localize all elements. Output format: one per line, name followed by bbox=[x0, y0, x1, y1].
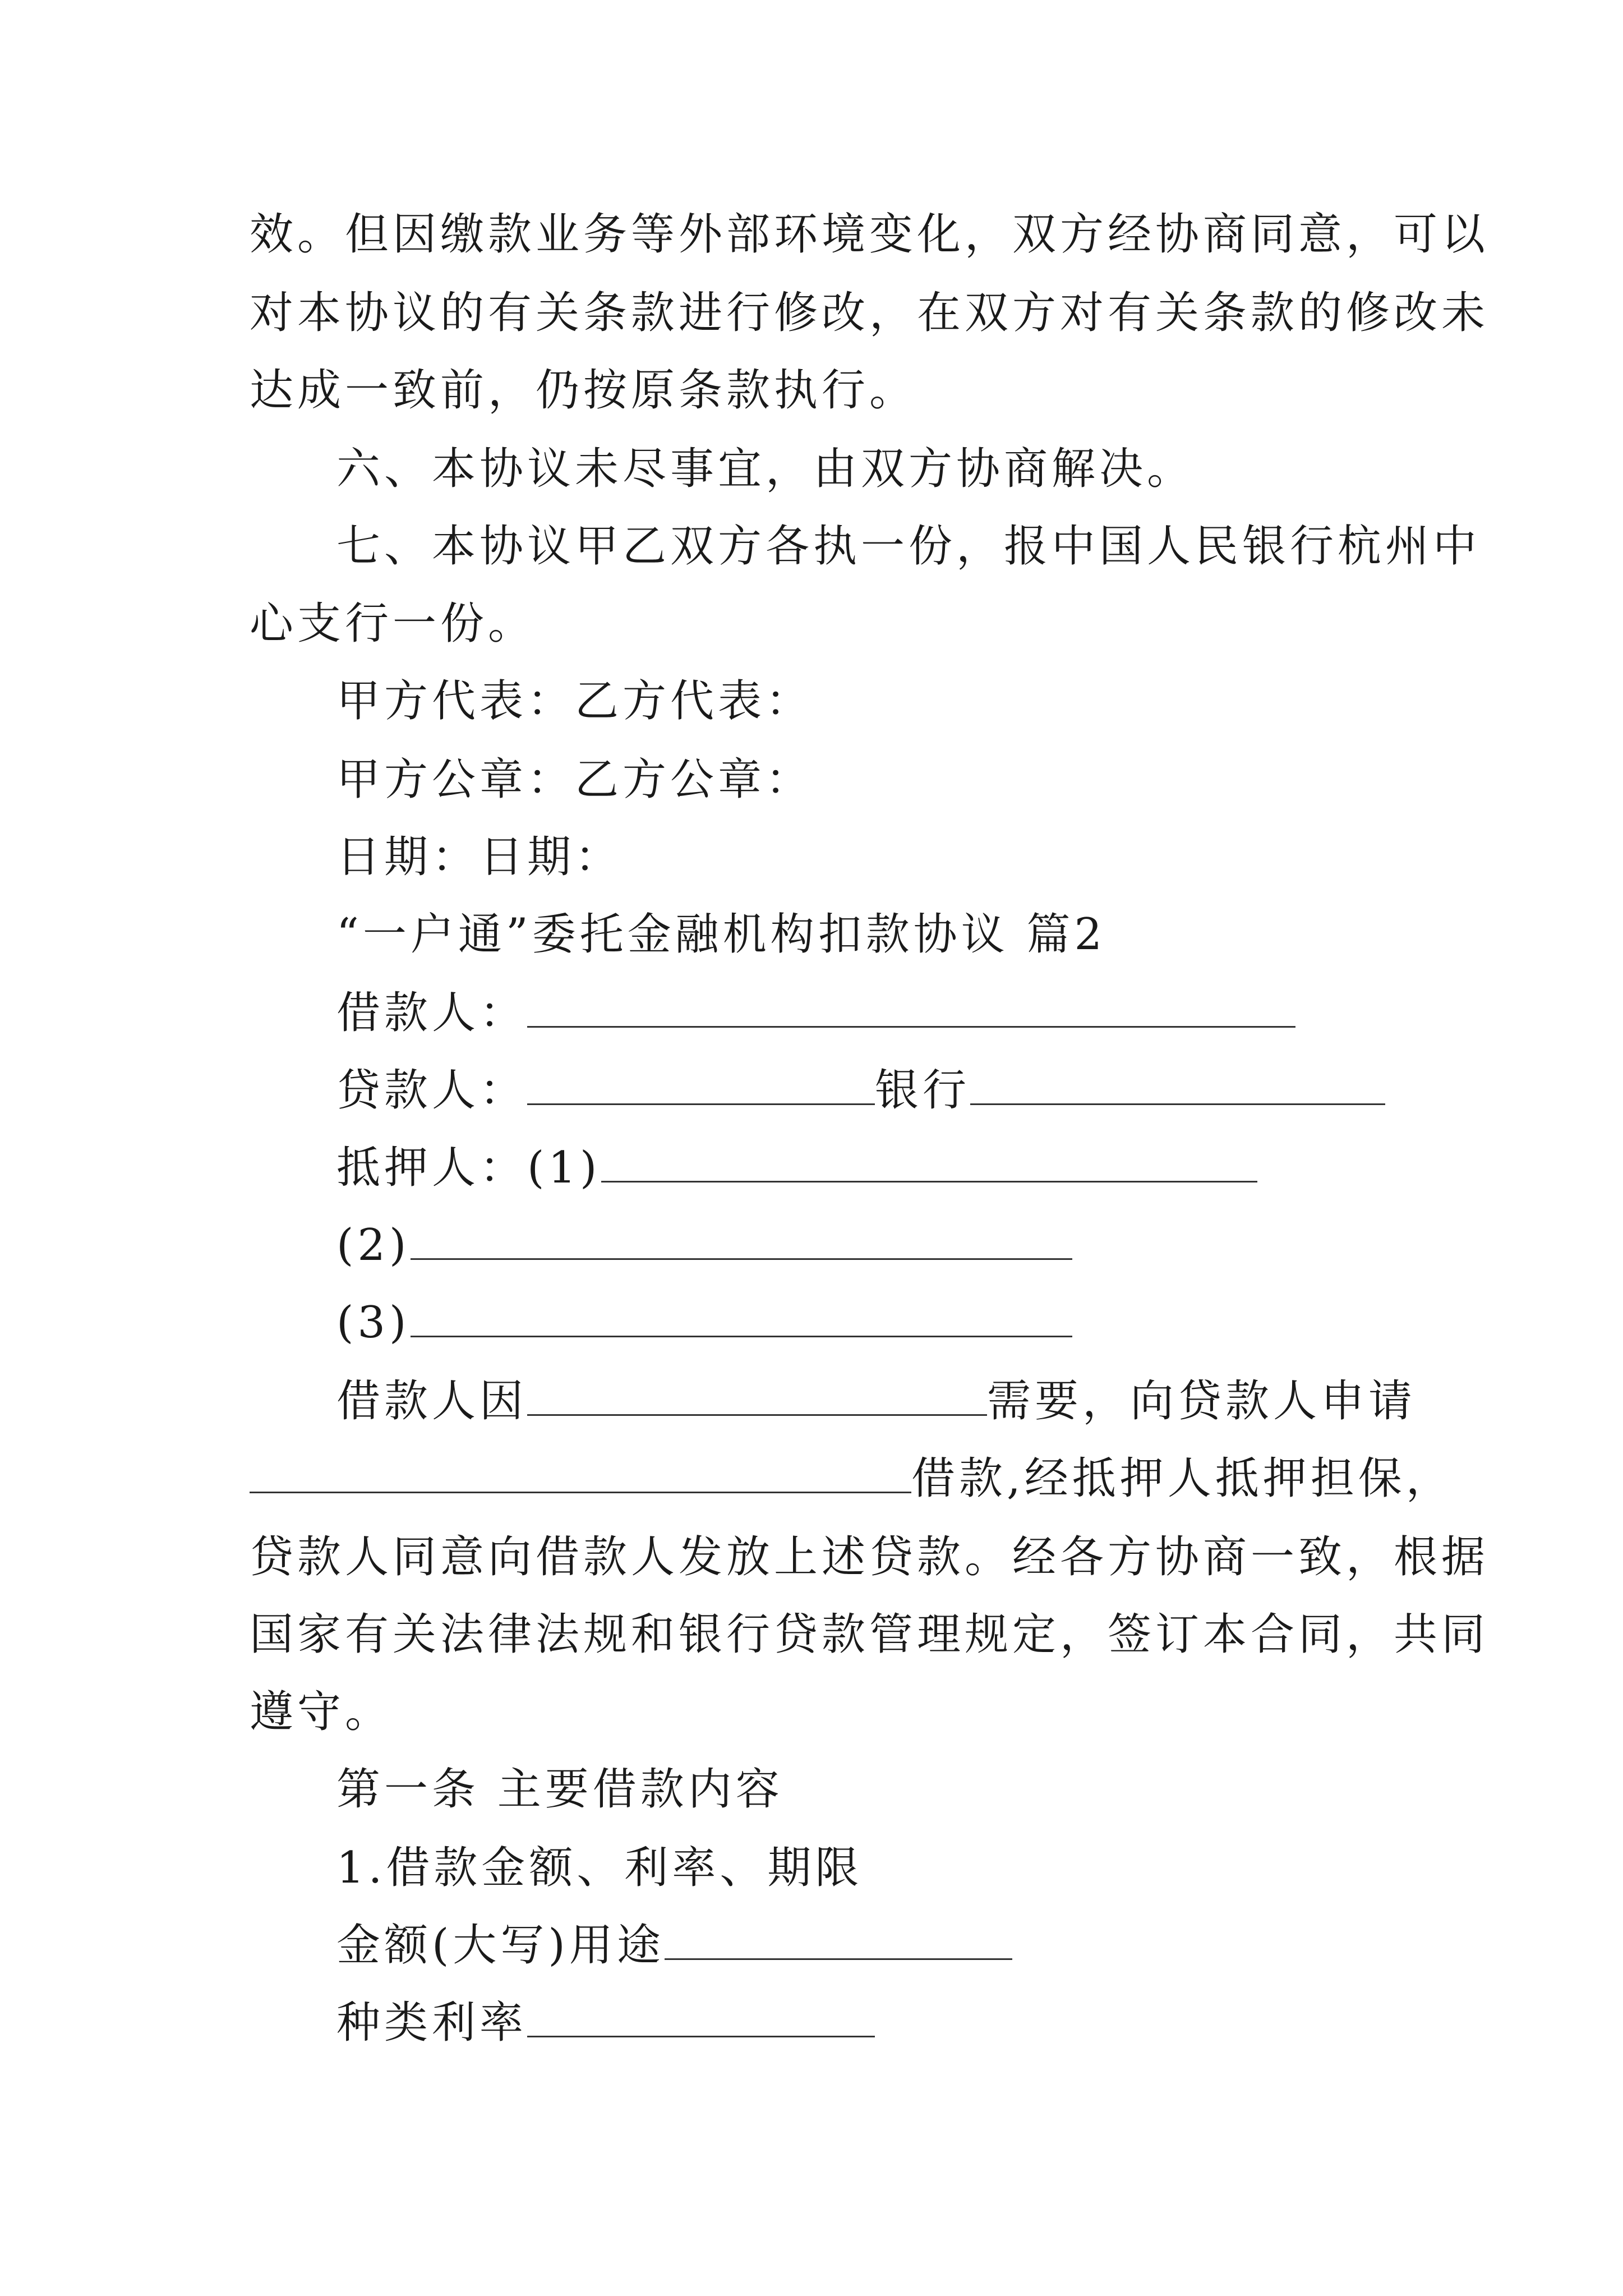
loan-purpose-start: 借款人因 bbox=[336, 1376, 528, 1427]
loan-amount-end: 借款,经抵押人抵押担保， bbox=[911, 1453, 1454, 1504]
mortgagor-2-label: (2) bbox=[336, 1220, 411, 1271]
paragraph-line: 遵守。 bbox=[250, 1687, 393, 1737]
loan-purpose-line bbox=[336, 1373, 1416, 1429]
bank-blank[interactable] bbox=[970, 1064, 1385, 1105]
mortgagor-line-3 bbox=[336, 1295, 1072, 1351]
borrower-blank[interactable] bbox=[527, 987, 1295, 1028]
loan-purpose-mid: 需要，向贷款人申请 bbox=[987, 1376, 1417, 1427]
lender-blank[interactable] bbox=[527, 1064, 875, 1105]
type-rate-line bbox=[336, 1995, 875, 2051]
mortgagor-3-label: (3) bbox=[336, 1297, 411, 1348]
paragraph-line: 效。但因缴款业务等外部环境变化，双方经协商同意，可以 bbox=[250, 209, 1490, 260]
loan-amount-line bbox=[250, 1451, 1454, 1507]
clause-six: 六、本协议未尽事宜，由双方协商解决。 bbox=[336, 444, 1195, 494]
clause-seven-line: 心支行一份。 bbox=[250, 599, 536, 649]
mortgagor-line bbox=[336, 1140, 1257, 1196]
mortgagor-blank-2[interactable] bbox=[411, 1219, 1072, 1260]
loan-amount-blank[interactable] bbox=[250, 1452, 911, 1493]
lender-line bbox=[336, 1062, 1385, 1119]
paragraph-line: 贷款人同意向借款人发放上述贷款。经各方协商一致，根据 bbox=[250, 1532, 1490, 1582]
signature-representatives: 甲方代表：乙方代表： bbox=[336, 676, 814, 726]
article-heading: 第一条 主要借款内容 bbox=[336, 1764, 783, 1815]
lender-label: 贷款人： bbox=[336, 1065, 528, 1116]
clause-heading: 1.借款金额、利率、期限 bbox=[336, 1843, 863, 1893]
signature-seals: 甲方公章：乙方公章： bbox=[336, 754, 814, 805]
type-rate-label: 种类利率 bbox=[336, 1998, 528, 2048]
paragraph-line: 对本协议的有关条款进行修改，在双方对有关条款的修改未 bbox=[250, 288, 1490, 338]
signature-dates: 日期：日期： bbox=[336, 832, 623, 882]
type-rate-blank[interactable] bbox=[527, 1996, 875, 2037]
amount-label: 金额(大写)用途 bbox=[336, 1920, 665, 1971]
section-heading: “一户通”委托金融机构扣款协议 篇2 bbox=[336, 909, 1106, 960]
mortgagor-blank-1[interactable] bbox=[601, 1142, 1257, 1182]
amount-line bbox=[336, 1917, 1012, 1973]
borrower-label: 借款人： bbox=[336, 988, 528, 1038]
mortgagor-label: 抵押人：(1) bbox=[336, 1143, 601, 1193]
borrower-line bbox=[336, 985, 1295, 1041]
loan-purpose-blank[interactable] bbox=[527, 1375, 987, 1416]
mortgagor-line-2 bbox=[336, 1217, 1072, 1273]
paragraph-line: 达成一致前，仍按原条款执行。 bbox=[250, 365, 917, 416]
bank-label: 银行 bbox=[875, 1065, 971, 1116]
mortgagor-blank-3[interactable] bbox=[411, 1296, 1072, 1337]
clause-seven-line: 七、本协议甲乙双方各执一份，报中国人民银行杭州中 bbox=[336, 521, 1481, 572]
amount-blank[interactable] bbox=[665, 1919, 1012, 1960]
paragraph-line: 国家有关法律法规和银行贷款管理规定，签订本合同，共同 bbox=[250, 1609, 1490, 1660]
